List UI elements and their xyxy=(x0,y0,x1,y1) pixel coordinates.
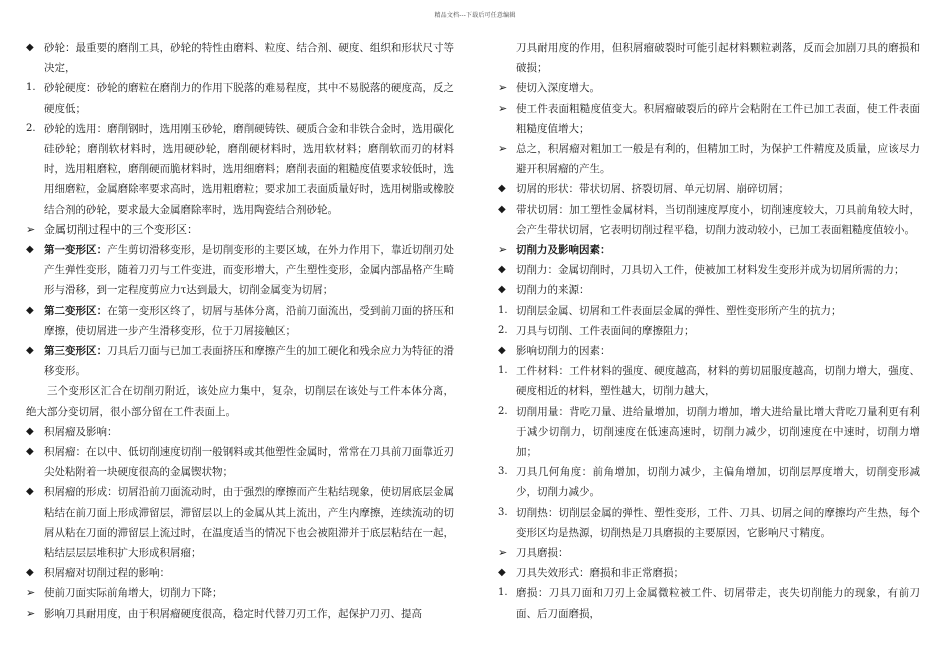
diamond-bullet-icon: ◆ xyxy=(26,446,34,458)
paragraph xyxy=(498,361,920,401)
diamond-bullet-icon: ◆ xyxy=(26,304,34,316)
paragraph-text xyxy=(26,563,454,583)
paragraph xyxy=(26,301,454,341)
list-number: 3. xyxy=(498,466,508,478)
list-number: 2. xyxy=(498,405,508,417)
body-text: 影响切削力的因素： xyxy=(516,345,611,358)
body-text: 使切入深度增大。 xyxy=(516,82,600,95)
paragraph-text xyxy=(26,583,454,603)
paragraph xyxy=(498,563,920,583)
paragraph-text xyxy=(498,321,920,341)
body-text: 总之，积屑瘤对粗加工一般是有利的，但精加工时，为保护工件精度及质量，应该尽力避开积屑瘤的产生。 xyxy=(516,143,920,176)
paragraph xyxy=(498,240,920,260)
paragraph-text xyxy=(498,361,920,401)
body-text: 切削用量：背吃刀量、进给量增加，切削力增加，增大进给量比增大背吃刀量利更有利于减少切削力，切削速度在低速高速时，切削力减少，切削速度在中速时，切削力增加； xyxy=(516,405,920,459)
body-text: 积屑瘤及影响： xyxy=(44,425,118,438)
paragraph xyxy=(498,139,920,179)
paragraph-text xyxy=(26,442,454,482)
diamond-bullet-icon: ◆ xyxy=(498,284,506,296)
paragraph-text xyxy=(26,240,454,301)
paragraph xyxy=(26,78,454,118)
list-number: 1. xyxy=(498,365,508,377)
paragraph xyxy=(26,240,454,301)
list-number: 2. xyxy=(498,324,508,336)
paragraph-text xyxy=(26,482,454,563)
body-text: 刀具耐用度的作用，但积屑瘤破裂时可能引起材料颗粒剥落，反而会加剧刀具的磨损和破损； xyxy=(516,42,920,75)
paragraph xyxy=(498,462,920,502)
body-text: 刀具与切削、工件表面间的摩擦阻力； xyxy=(516,324,695,337)
lead-term: 第三变形区： xyxy=(44,345,108,358)
arrow-bullet-icon: ➢ xyxy=(26,222,36,236)
body-text: 刀具失效形式：磨损和非正常磨损； xyxy=(516,567,684,580)
arrow-bullet-icon: ➢ xyxy=(26,606,36,620)
paragraph xyxy=(26,604,454,624)
paragraph-text xyxy=(498,462,920,502)
body-text: 工件材料：工件材料的强度、硬度越高，材料的剪切屈服度越高，切削力增大，强度、硬度相近的材料，塑性越大，切削力越大， xyxy=(516,365,920,398)
lead-term: 第二变形区： xyxy=(44,304,108,317)
lead-term: 第一变形区： xyxy=(44,244,108,257)
paragraph-text xyxy=(498,583,920,623)
right-column xyxy=(498,38,920,624)
body-text: 切削力：金属切削时，刀具切入工件，使被加工材料发生变形并成为切屑所需的力； xyxy=(516,264,905,277)
paragraph xyxy=(498,99,920,139)
body-text: 砂轮硬度：砂轮的磨粒在磨削力的作用下脱落的难易程度，其中不易脱落的硬度高，反之硬度低； xyxy=(44,82,454,115)
diamond-bullet-icon: ◆ xyxy=(26,244,34,256)
body-text: 三个变形区汇合在切削刃附近，该处应力集中，复杂，切削层在该处与工件本体分离，绝大部分变切屑，很小部分留在工件表面上。 xyxy=(26,385,454,418)
paragraph xyxy=(498,200,920,240)
list-number: 2. xyxy=(26,122,36,134)
diamond-bullet-icon: ◆ xyxy=(26,345,34,357)
paragraph-text xyxy=(498,402,920,463)
paragraph-text xyxy=(26,78,454,118)
list-number: 3. xyxy=(498,506,508,518)
list-number: 1. xyxy=(498,587,508,599)
paragraph xyxy=(498,179,920,199)
arrow-bullet-icon: ➢ xyxy=(498,142,508,156)
body-text: 影响刀具耐用度，由于积屑瘤硬度很高，稳定时代替刀刃工作，起保护刀刃、提高 xyxy=(44,607,422,620)
paragraph xyxy=(26,563,454,583)
diamond-bullet-icon: ◆ xyxy=(498,183,506,195)
paragraph xyxy=(26,119,454,220)
paragraph-text xyxy=(26,301,454,341)
paragraph-text xyxy=(498,301,920,321)
paragraph xyxy=(498,503,920,543)
left-column xyxy=(26,38,454,624)
paragraph xyxy=(26,583,454,603)
paragraph-text xyxy=(498,341,920,361)
paragraph-text xyxy=(498,139,920,179)
list-number: 1. xyxy=(26,82,36,94)
body-text: 切削力及影响因素： xyxy=(516,244,611,257)
body-text: 磨损：刀具刀面和刀刃上金属微粒被工件、切屑带走，丧失切削能力的现象，有前刀面、后刀面磨损， xyxy=(516,587,920,620)
paragraph xyxy=(498,280,920,300)
diamond-bullet-icon: ◆ xyxy=(26,567,34,579)
paragraph xyxy=(498,321,920,341)
paragraph-text xyxy=(26,341,454,381)
paragraph-text xyxy=(498,200,920,240)
paragraph-text xyxy=(498,260,920,280)
paragraph-text xyxy=(26,604,454,624)
arrow-bullet-icon: ➢ xyxy=(498,81,508,95)
paragraph-text xyxy=(26,381,454,421)
page-header: 精品文档---下载后可任意编辑 xyxy=(434,12,516,19)
body-text: 产生剪切滑移变形，是切削变形的主要区域，在外力作用下，靠近切削刃处产生弹性变形，随着刀刃与工件变进，而变形增大，产生塑性变形，金属内部晶格产生畸形与滑移，到一定程度剪应力τ达到最大，切削金属变为切屑； xyxy=(44,244,455,297)
list-number: 1. xyxy=(498,304,508,316)
diamond-bullet-icon: ◆ xyxy=(498,203,506,215)
paragraph-text xyxy=(26,119,454,220)
diamond-bullet-icon: ◆ xyxy=(26,42,34,53)
paragraph-text xyxy=(498,38,920,78)
arrow-bullet-icon: ➢ xyxy=(498,101,508,115)
paragraph xyxy=(498,260,920,280)
paragraph-text xyxy=(498,240,920,260)
paragraph-text xyxy=(26,422,454,442)
diamond-bullet-icon: ◆ xyxy=(498,345,506,357)
diamond-bullet-icon: ◆ xyxy=(26,425,34,437)
paragraph xyxy=(498,543,920,563)
body-text: 带状切屑：加工塑性金属材料，当切削速度厚度小，切削速度较大，刀具前角较大时，会产生带状切屑，它表明切削过程平稳，切削力波动较小，已加工表面粗糙度值较小。 xyxy=(516,203,920,236)
paragraph xyxy=(498,301,920,321)
arrow-bullet-icon: ➢ xyxy=(498,243,508,257)
arrow-bullet-icon: ➢ xyxy=(26,586,36,600)
body-text: 在第一变形区终了，切屑与基体分离，沿前刀面流出，受到前刀面的挤压和摩擦，使切屑进一步产生滑移变形，位于刀屑接触区； xyxy=(44,304,455,337)
body-text: 砂轮的选用：磨削钢时，选用刚玉砂轮，磨削硬铸铁、硬质合金和非铁合金时，选用碳化硅砂轮；磨削软材料时，选用硬砂轮，磨削硬材料时，选用软材料；磨削软而刃的材料时，选用粗磨粒，磨削硬而脆材料时，选用细磨料；磨削表面的粗糙度值要求较低时，选用细磨粒，金属磨除率要求高时，选用粗磨粒；要求加工表面质量好时，选用树脂或橡胶结合剂的砂轮，要求最大金属磨除率时，选用陶瓷结合剂砂轮。 xyxy=(44,122,454,216)
paragraph xyxy=(498,402,920,463)
body-text: 使工件表面粗糙度值变大。积屑瘤破裂后的碎片会粘附在工件已加工表面，使工件表面粗糙度值增大； xyxy=(516,102,920,135)
paragraph-text xyxy=(498,543,920,563)
body-text: 积屑瘤：在以中、低切削速度切削一般钢料或其他塑性金属时，常常在刀具前刀面靠近刃尖处粘附着一块硬度很高的金属锲状物； xyxy=(44,446,454,479)
body-text: 切削力的来源： xyxy=(516,284,590,297)
paragraph xyxy=(498,38,920,78)
body-text: 砂轮：最重要的磨削工具，砂轮的特性由磨料、粒度、结合剂、硬度、组织和形状尺寸等决定， xyxy=(44,42,454,75)
body-text: 积屑瘤的形成：切屑沿前刀面流动时，由于强烈的摩擦而产生粘结现象，使切屑底层金属粘结在前刀面上形成滞留层，滞留层以上的金属从其上流出，产生内摩擦，连续流动的切屑从粘在刀面的滞留层上流过时，在温度适当的情况下也会被阻滞并于底层粘结在一起，粘结层层层堆积扩大形成积屑瘤； xyxy=(44,486,454,560)
paragraph xyxy=(498,583,920,623)
body-text: 刀具磨损： xyxy=(516,547,569,560)
body-text: 使前刀面实际前角增大，切削力下降； xyxy=(44,587,223,600)
paragraph xyxy=(26,422,454,442)
diamond-bullet-icon: ◆ xyxy=(498,567,506,579)
paragraph-text xyxy=(498,99,920,139)
paragraph xyxy=(26,341,454,381)
paragraph-text xyxy=(498,563,920,583)
paragraph-text xyxy=(498,503,920,543)
paragraph xyxy=(26,220,454,240)
paragraph xyxy=(498,78,920,98)
paragraph xyxy=(26,482,454,563)
paragraph-text xyxy=(26,220,454,240)
diamond-bullet-icon: ◆ xyxy=(498,264,506,276)
paragraph-text xyxy=(26,38,454,78)
paragraph xyxy=(26,381,454,421)
body-text: 金属切削过程中的三个变形区： xyxy=(44,222,198,236)
paragraph-text xyxy=(498,280,920,300)
body-text: 切屑的形状：带状切屑、挤裂切屑、单元切屑、崩碎切屑； xyxy=(516,183,789,196)
body-text: 刀具几何角度：前角增加，切削力减少，主偏角增加，切削层厚度增大，切削变形减少，切削力减少。 xyxy=(516,466,920,499)
paragraph-text xyxy=(498,78,920,98)
arrow-bullet-icon: ➢ xyxy=(498,546,508,560)
diamond-bullet-icon: ◆ xyxy=(26,486,34,498)
body-text: 切削热：切削层金属的弹性、塑性变形，工件、刀具、切屑之间的摩擦均产生热，每个变形区均是热源，切削热是刀具磨损的主要原因，它影响尺寸精度。 xyxy=(516,506,920,539)
paragraph-text xyxy=(498,179,920,199)
paragraph xyxy=(26,38,454,78)
body-text: 积屑瘤对切削过程的影响： xyxy=(44,567,170,580)
paragraph xyxy=(26,442,454,482)
paragraph xyxy=(498,341,920,361)
body-text: 切削层金属、切屑和工件表面层金属的弹性、塑性变形所产生的抗力； xyxy=(516,304,842,317)
body-text: 刀具后刀面与已加工表面挤压和摩擦产生的加工硬化和残余应力为特征的滑移变形。 xyxy=(44,345,455,378)
